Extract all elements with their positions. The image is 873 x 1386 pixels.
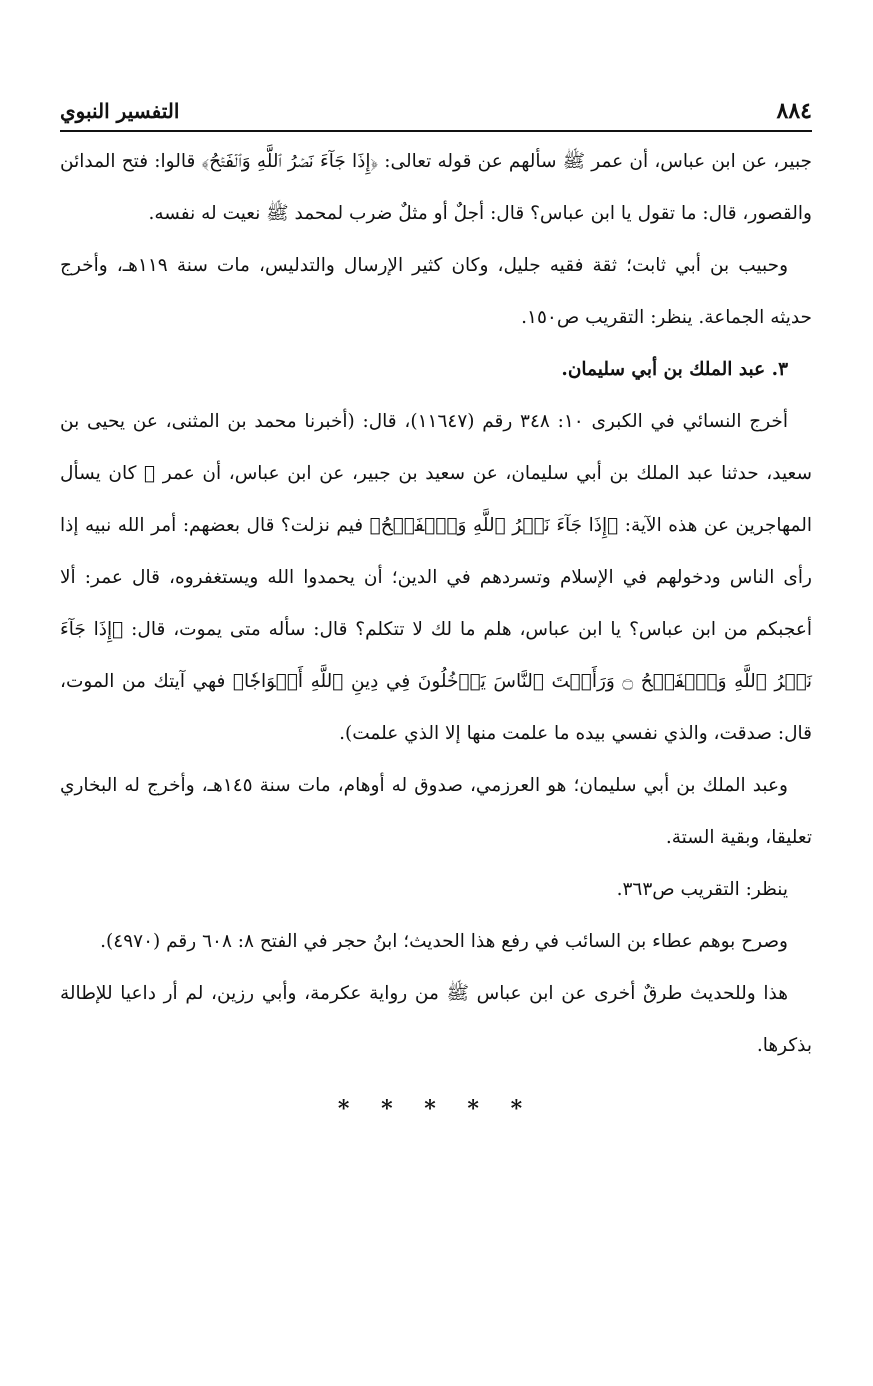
paragraph-other-routes: هذا وللحديث طرقٌ أخرى عن ابن عباس ﷺ من رواية عكرمة، وأبي رزين، لم أر داعيا للإطالة بذكرها.	[60, 983, 812, 1056]
book-page	[60, 96, 812, 1124]
paragraph-nasai-narration: أخرج النسائي في الكبرى ١٠: ٣٤٨ رقم (١١٦٤٧)، قال: (أخبرنا محمد بن المثنى، عن يحيى بن سعيد، حدثنا عبد الملك بن أبي سليمان، عن سعيد بن جبير، عن ابن عباس، أن عمر ﷺ كان يسأل المهاجرين عن هذه الآية: ﴿إِذَا جَآءَ نَصۡرُ ٱللَّهِ وَٱلۡفَتۡحُ﴾ فيم نزلت؟ قال بعضهم: أمر الله نبيه إذا رأى الناس ودخولهم في الإسلام وتسردهم في الدين؛ أن يحمدوا الله ويستغفروه، قال عمر: ألا أعجبكم من ابن عباس؟ يا ابن عباس، هلم ما لك لا تتكلم؟ قال: سأله متى يموت، قال: ﴿إِذَا جَآءَ نَصۡرُ ٱللَّهِ وَٱلۡفَتۡحُ ۝ وَرَأَيۡتَ ٱلنَّاسَ يَدۡخُلُونَ فِي دِينِ ٱللَّهِ أَفۡوَاجٗا﴾ فهي آيتك من الموت، قال: صدقت، والذي نفسي بيده ما علمت منها إلا الذي علمت).	[60, 411, 812, 744]
paragraph-ibn-abbas-narration: جبير، عن ابن عباس، أن عمر ﷺ سألهم عن قوله تعالى: ﴿إِذَا جَآءَ نَصۡرُ ٱللَّهِ وَٱلۡفَتۡحُ﴾ قالوا: فتح المدائن والقصور، قال: ما تقول يا ابن عباس؟ قال: أجلٌ أو مثلٌ ضرب لمحمد ﷺ نعيت له نفسه.	[60, 151, 812, 224]
section-separator: * * * * *	[337, 1096, 535, 1122]
paragraph-abdulmalik-grading: وعبد الملك بن أبي سليمان؛ هو العرزمي، صدوق له أوهام، مات سنة ١٤٥هـ، وأخرج له البخاري تعليقا، وبقية الستة.	[60, 775, 812, 848]
paragraph-ibn-hajar-note: وصرح بوهم عطاء بن السائب في رفع هذا الحديث؛ ابنُ حجر في الفتح ٨: ٦٠٨ رقم (٤٩٧٠).	[100, 931, 788, 952]
paragraph-habib-ibn-abi-thabit: وحبيب بن أبي ثابت؛ ثقة فقيه جليل، وكان كثير الإرسال والتدليس، مات سنة ١١٩هـ، وأخرج حديثه الجماعة. ينظر: التقريب ص١٥٠.	[60, 255, 812, 328]
page-header	[60, 96, 812, 132]
section-heading-abdulmalik: ٣. عبد الملك بن أبي سليمان.	[561, 359, 788, 380]
paragraph-taqrib-reference: ينظر: التقريب ص٣٦٣.	[616, 879, 788, 900]
page-body	[60, 136, 812, 1072]
running-title: التفسير النبوي	[60, 99, 180, 123]
page-number: ٨٨٤	[776, 98, 812, 124]
